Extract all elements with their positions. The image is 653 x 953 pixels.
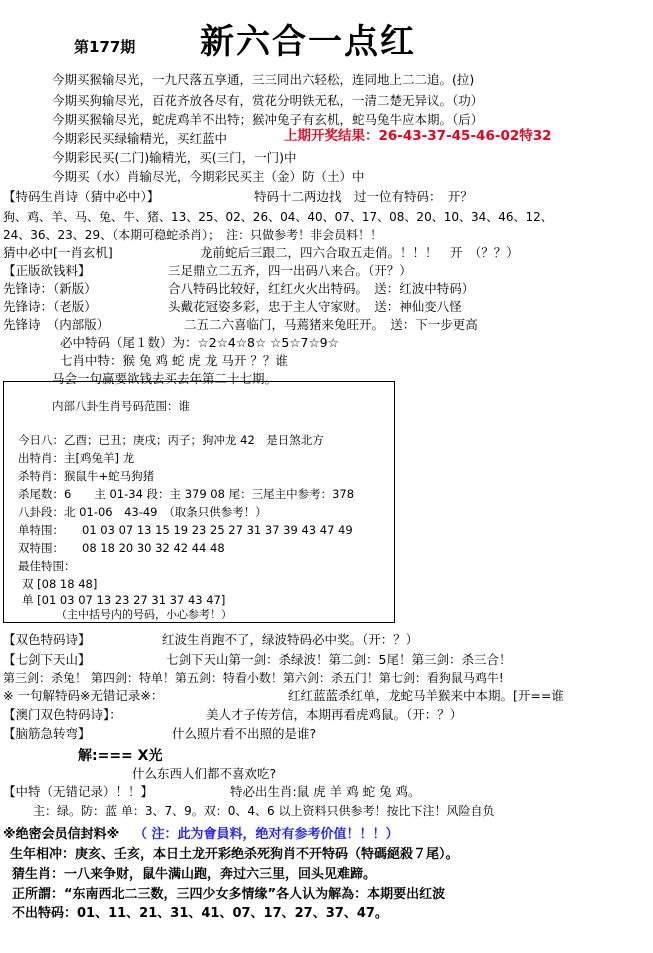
top-line-1: 今期买猴输尽光，一九尺落五享通，三三同出六轻松，连同地上二二追。(拉) [52,72,475,87]
brain-question: 什么照片看不出照的是谁? [172,726,317,741]
top-line-6: 今期买（水）肖输尽光，今期彩民买主（金）防（土）中 [52,169,365,184]
box-kill-zodiac: 杀特肖：猴鼠牛+蛇马狗猪 [18,469,155,483]
top-line-5: 今期彩民买(二门)输精光，买(三门，一门)中 [52,150,297,165]
bagua-box [3,381,395,623]
box-best-label: 最佳特围： [18,559,76,573]
zodiac-line: 狗、鸡、羊、马、兔、牛、猪、13、25、02、26、04、40、07、17、08、20、10、34、46、12、 [3,210,553,224]
numbers-line: 24、36、23、29、（本期可稳蛇杀肖）； 注：只做参考！非会员料！！ [3,228,383,242]
vip-note: （ 注：此为會員料，绝对有参考价值！！！） [134,827,399,842]
page-title: 新六合一点红 [200,22,416,62]
pioneer-new-text: 合八特码比较好，红红火火出特码。 送：红波中特码） [168,281,475,296]
horse-line: 马会一句赢要欲钱去买去年第二十七期。 [52,371,278,386]
box-out-zodiac: 出特肖：主[鸡兔羊] 龙 [18,451,135,465]
pioneer-old-text: 头戴花冠姿多彩，忠于主人守家财。 送：神仙变八怪 [168,299,462,314]
seven-swords-line1: 七剑下天山第一剑：杀绿波！第二剑：5尾！第三剑：杀三合！ [166,652,512,667]
mid-special-line2: 主：绿。防：蓝 单：3、7、9。双：0、4、6 以上资料只供参考！按比下注！风险自负 [33,804,495,818]
pioneer-old-label: 先锋诗：（老版） [3,299,97,314]
tema-poem-label: 【特码生肖诗（猜中必中）】 [3,189,160,204]
six-zodiac: 七肖中特：猴 兔 鸡 蛇 虎 龙 马开 ？？谁 [60,353,288,368]
macau-text: 美人才子传芳信，本期再看虎鸡鼠。（开：？） [206,707,463,722]
box-note: （主中括号内的号码，小心参考！） [56,608,232,621]
tema-poem-text: 特码十二两边找 过一位有特码： 开？ [254,189,473,204]
top-line-2: 今期买狗输尽光，百花齐放各尽有，赏花分明铁无私，一清二楚无异议。（功） [52,93,484,108]
pioneer-inner-label: 先锋诗 （内部版） [3,317,110,332]
vip-not-out: 不出特码：01、11、21、31、41、07、17、27、37、47。 [12,906,388,921]
mid-special-text: 特必出生肖:鼠 虎 羊 鸡 蛇 兔 鸡。 [230,784,421,799]
box-double-nums: 08 18 20 30 32 42 44 48 [82,541,225,555]
box-title: 内部八卦生肖号码范围：谁 [52,399,190,413]
two-color-label: 【双色特码诗】 [3,632,91,647]
top-line-4: 今期彩民买绿输精光，买红蓝中 [52,131,228,146]
brain-answer: 解:=== X光 [78,748,163,764]
mid-special-label: 【中特（无错记录）！！】 [3,784,154,799]
vip-label: ※绝密会员信封料※ [3,827,120,842]
vip-kill-zodiac: 猜生肖：一八来争财，鼠牛满山跑，奔过六三里，回头见难蹄。 [12,867,377,882]
guess-label: 猜中必中[一肖玄机] [3,245,113,260]
must-tail: 必中特码（尾１数）为：☆2☆4☆8☆ ☆5☆7☆9☆ [60,335,339,350]
brain-label: 【脑筋急转弯】 [3,726,91,741]
box-today: 今日八：乙酉；已丑；庚戌；丙子；狗冲龙 42 是日煞北方 [18,433,324,447]
pioneer-inner-text: 二五二六喜临门，马蔫猪来兔旺开。 送：下一步更高 [184,317,478,332]
box-kill-tail: 杀尾数：6 主 01-34 段：主 379 08 尾：三尾主中参考：378 [18,487,355,501]
box-single-label: 单特围： [18,523,64,537]
brain-question-2: 什么东西人们都不喜欢吃? [132,766,277,781]
macau-label: 【澳门双色特码诗】： [3,707,122,722]
issue-number: 第177期 [74,38,136,56]
box-bagua: 八卦段：北 01-06 43-49 （取条只供参考！） [18,505,267,519]
vip-proper: 正所謂：“东南西北二三数，三四少女多情缘”各人认为解為：本期要出红波 [12,887,446,902]
pioneer-new-label: 先锋诗：（新版） [3,281,97,296]
box-best-double: 双 [08 18 48] [22,577,98,591]
one-sentence-text: 红红蓝蓝杀红单，龙蛇马羊猴来中本期。[开==谁 [288,688,564,703]
seven-swords-label: 【七剑下天山】 [3,652,91,667]
one-sentence-label: ※ 一句解特码※无错记录※： [3,688,164,703]
zhengban-label: 【正版欲钱料】 [3,263,91,278]
zhengban-text: 三足鼎立二五齐，四一出码八来合。（开？） [168,263,412,278]
top-line-3: 今期买猴输尽光，蛇虎鸡羊不出特；猴冲兔子有玄机，蛇马兔牛应本期。（后） [52,112,484,127]
box-single-nums: 01 03 07 13 15 19 23 25 27 31 37 39 43 47 49 [82,523,353,537]
last-result: 上期开奖结果：26-43-37-45-46-02特32 [284,128,552,144]
vip-zodiac-clash: 生年相冲：庚亥、壬亥，本日土龙开彩绝杀死狗肖不开特码（特碼絕殺７尾）。 [10,847,459,862]
two-color-text: 红波生肖跑不了，绿波特码必中奖。（开：？） [162,632,419,647]
box-best-single: 单 [01 03 07 13 23 27 31 37 43 47] [22,593,226,607]
box-double-label: 双特围： [18,541,64,555]
seven-swords-line2: 第三剑：杀兔！ 第四剑：特单！第五剑：特看小数！第六剑：杀五门！第七剑：看狗鼠马鸡牛! [3,671,504,685]
guess-text: 龙前蛇后三跟二，四六合取五走俏。！！！ 开 （？？） [200,245,519,260]
